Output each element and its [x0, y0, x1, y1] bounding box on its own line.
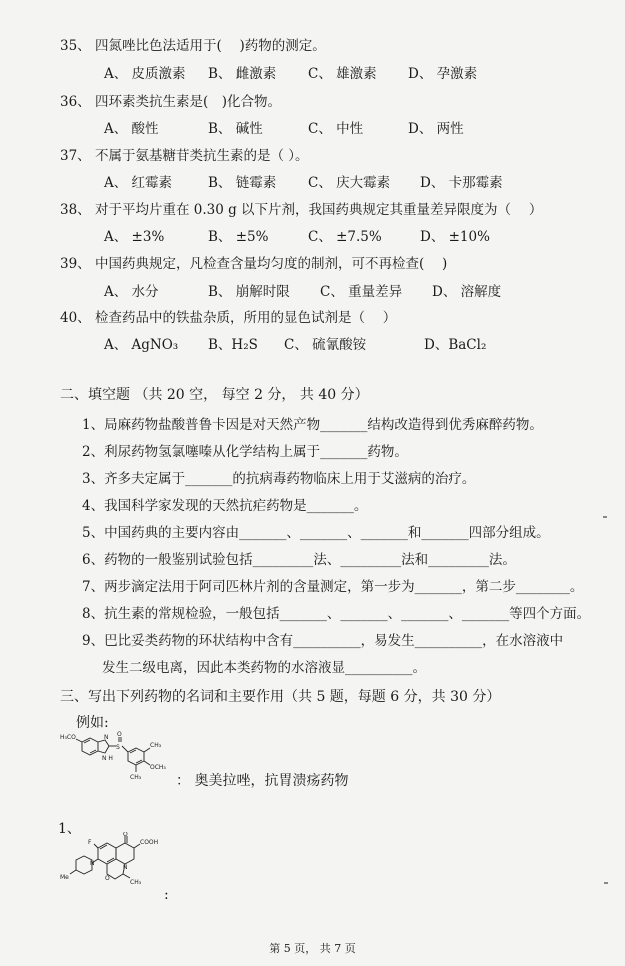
option-b: B、 崩解时限 [208, 284, 290, 300]
fill-item-8: 8、抗生素的常规检验，一般包括_______、_______、_______、_______等四个方面。 [82, 606, 591, 622]
option-c: C、 重量差异 [320, 284, 403, 300]
fill-item-3: 3、齐多夫定属于_______的抗病毒药物临床上用于艾滋病的治疗。 [82, 471, 476, 487]
option-d: D、 溶解度 [432, 284, 502, 300]
fill-item-9-cont: 发生二级电离，因此本类药物的水溶液显__________。 [102, 660, 426, 676]
omep-s-label: S [116, 744, 120, 751]
fill-item-7: 7、两步滴定法用于阿司匹林片剂的含量测定，第一步为_______，第二步________。 [82, 579, 584, 595]
question-stem: 检查药品中的铁盐杂质，所用的显色试剂是（ ） [94, 310, 397, 326]
oflo-n1-label: N [90, 860, 95, 867]
question-stem: 对于平均片重在 0.30 g 以下片剂，我国药典规定其重量差异限度为（ ） [94, 202, 543, 218]
oflo-n2-label: N [123, 864, 128, 871]
question-38 [60, 198, 542, 218]
option-c: C、 中性 [308, 121, 364, 137]
option-d: D、 孕激素 [408, 66, 478, 82]
oflo-me-label: Me [60, 874, 69, 881]
option-d: D、 ±10% [420, 229, 490, 245]
section-3-title: 三、写出下列药物的名词和主要作用（共 5 题，每题 6 分，共 30 分） [60, 689, 501, 705]
page-footer: 第 5 页， 共 7 页 [269, 942, 356, 955]
question-number: 38、 [60, 202, 91, 218]
omep-nh-label: N H [102, 755, 113, 762]
option-a: A、 红霉素 [104, 175, 173, 191]
question-number: 36、 [60, 94, 91, 110]
question-35 [60, 34, 326, 54]
option-c: C、 庆大霉素 [308, 175, 391, 191]
option-d: D、BaCl₂ [424, 337, 487, 353]
option-b: B、 ±5% [208, 229, 269, 245]
option-a: A、 水分 [104, 284, 159, 300]
omep-n-label: N [104, 734, 109, 741]
options-39 [104, 280, 501, 300]
option-b: B、 碱性 [208, 121, 263, 137]
question-stem: 中国药典规定，凡检查含量均匀度的制剂，可不再检查( ) [94, 256, 448, 272]
option-c: C、 硫氰酸铵 [284, 337, 367, 353]
question-37 [60, 144, 309, 164]
question-number: 39、 [60, 256, 91, 272]
oflo-f-label: F [88, 839, 92, 846]
question-number: 37、 [60, 148, 91, 164]
oflo-cooh-label: COOH [140, 839, 159, 846]
question-number: 40、 [60, 310, 91, 326]
option-c: C、 雄激素 [308, 66, 377, 82]
fill-item-1: 1、局麻药物盐酸普鲁卡因是对天然产物_______结构改造得到优秀麻醉药物。 [82, 417, 543, 433]
option-c: C、 ±7.5% [308, 229, 382, 245]
q1-label: 1、 [58, 821, 81, 837]
example-label: 例如: [76, 715, 109, 731]
omep-me1-label: CH₃ [150, 742, 162, 749]
omep-o-label: O [117, 731, 122, 738]
options-35 [104, 62, 477, 82]
omep-me2-label: OCH₃ [150, 764, 166, 771]
option-a: A、 皮质激素 [104, 66, 186, 82]
question-number: 35、 [60, 38, 91, 54]
oflo-ome-label: O [105, 875, 110, 882]
fill-item-9: 9、巴比妥类药物的环状结构中含有__________，易发生__________，在水溶液中 [82, 633, 564, 649]
option-a: A、 ±3% [104, 229, 165, 245]
options-40 [104, 333, 486, 353]
question-36 [60, 90, 281, 110]
option-b: B、H₂S [208, 337, 258, 353]
question-40 [60, 306, 396, 326]
omeprazole-structure [60, 730, 190, 796]
q1-colon: : [164, 887, 169, 903]
fill-item-4: 4、我国科学家发现的天然抗疟药物是_______。 [82, 498, 368, 514]
section-2-title: 二、填空题 （共 20 空， 每空 2 分， 共 40 分） [60, 387, 369, 403]
option-d: D、 两性 [408, 121, 464, 137]
option-d: D、 卡那霉素 [420, 175, 503, 191]
option-a: A、 AgNO₃ [104, 337, 179, 353]
ofloxacin-structure [60, 832, 170, 902]
options-37 [104, 171, 503, 191]
question-stem: 不属于氨基糖苷类抗生素的是（ ）。 [94, 148, 309, 164]
question-stem: 四环素类抗生素是( )化合物。 [94, 94, 282, 110]
fill-item-5: 5、中国药典的主要内容由_______、_______、_______和_______四部分组成。 [82, 525, 550, 541]
option-a: A、 酸性 [104, 121, 159, 137]
scan-speck [603, 516, 607, 518]
options-36 [104, 117, 464, 137]
omep-me3-label: CH₃ [130, 774, 142, 781]
question-stem: 四氮唑比色法适用于( )药物的测定。 [94, 38, 326, 54]
omep-ome-label: H₃CO [60, 734, 76, 741]
oflo-ch3-label: CH₃ [130, 879, 142, 886]
option-b: B、 链霉素 [208, 175, 277, 191]
fill-item-6: 6、药物的一般鉴别试验包括_________法、_________法和_________法。 [82, 552, 516, 568]
option-b: B、 雌激素 [208, 66, 277, 82]
fill-item-2: 2、利尿药物氢氯噻嗪从化学结构上属于_______药物。 [82, 444, 408, 460]
scan-speck [604, 882, 608, 884]
question-39 [60, 252, 447, 272]
example-answer: ： 奥美拉唑，抗胃溃疡药物 [176, 773, 349, 789]
oflo-o-label: O [123, 832, 128, 838]
options-38 [104, 225, 490, 245]
